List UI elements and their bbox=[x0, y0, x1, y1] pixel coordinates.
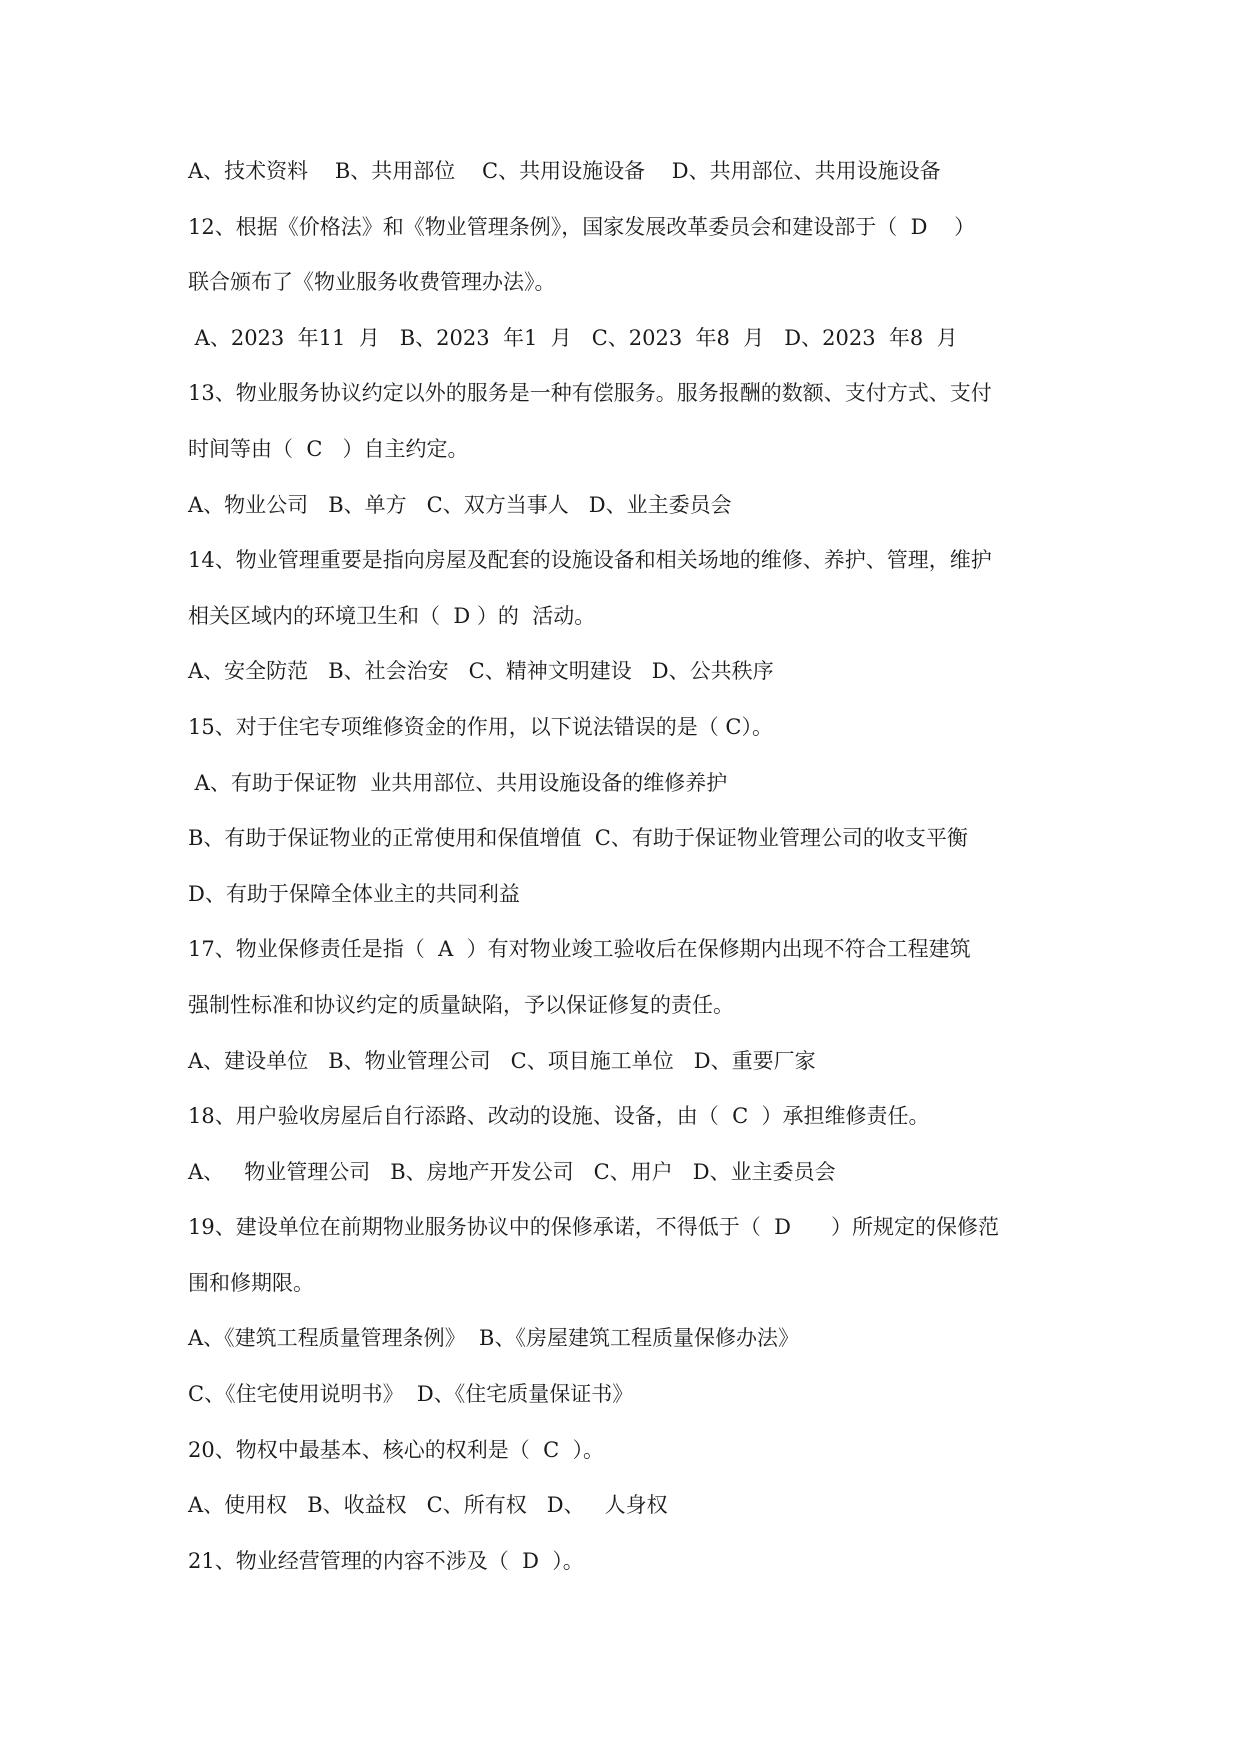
question-17-options: A、建设单位 B、物业管理公司 C、项目施工单位 D、重要厂家 bbox=[188, 1048, 816, 1073]
question-12-line: 12、根据《价格法》和《物业管理条例》，国家发展改革委员会和建设部于（ D ） bbox=[188, 214, 976, 239]
question-17-line: 17、物业保修责任是指（ A ）有对物业竣工验收后在保修期内出现不符合工程建筑 bbox=[188, 937, 971, 962]
question-12-continuation: 联合颁布了《物业服务收费管理办法》。 bbox=[188, 270, 556, 295]
question-14-line: 14、物业管理重要是指向房屋及配套的设施设备和相关场地的维修、养护、管理，维护 bbox=[188, 548, 992, 573]
question-17-continuation: 强制性标准和协议约定的质量缺陷，予以保证修复的责任。 bbox=[188, 992, 734, 1017]
question-13-options: A、物业公司 B、单方 C、双方当事人 D、业主委员会 bbox=[188, 492, 732, 517]
document-body bbox=[188, 155, 1048, 1600]
options-line: A、技术资料 B、共用部位 C、共用设施设备 D、共用部位、共用设施设备 bbox=[188, 159, 941, 183]
question-14-options: A、安全防范 B、社会治安 C、精神文明建设 D、公共秩序 bbox=[188, 659, 774, 684]
question-18-options: A、 物业管理公司 B、房地产开发公司 C、用户 D、业主委员会 bbox=[188, 1159, 836, 1184]
question-12-options: A、2023 年11 月 B、2023 年1 月 C、2023 年8 月 D、2023 年8 月 bbox=[188, 325, 958, 350]
question-13-line: 13、物业服务协议约定以外的服务是一种有偿服务。服务报酬的数额、支付方式、支付 bbox=[188, 381, 992, 406]
question-19-continuation: 围和修期限。 bbox=[188, 1270, 314, 1295]
question-15-option-b-c: B、有助于保证物业的正常使用和保值增值 C、有助于保证物业管理公司的收支平衡 bbox=[188, 826, 968, 851]
question-13-continuation: 时间等由（ C ）自主约定。 bbox=[188, 436, 469, 461]
question-18-line: 18、用户验收房屋后自行添路、改动的设施、设备，由（ C ）承担维修责任。 bbox=[188, 1104, 930, 1129]
question-14-continuation: 相关区域内的环境卫生和（ D ）的 活动。 bbox=[188, 603, 596, 628]
question-15-line: 15、对于住宅专项维修资金的作用，以下说法错误的是（ C）。 bbox=[188, 714, 773, 739]
question-20-line: 20、物权中最基本、核心的权利是（ C ）。 bbox=[188, 1437, 604, 1462]
question-19-options-a-b: A、《建筑工程质量管理条例》 B、《房屋建筑工程质量保修办法》 bbox=[188, 1326, 799, 1351]
question-15-option-a: A、有助于保证物 业共用部位、共用设施设备的维修养护 bbox=[188, 770, 728, 795]
question-19-options-c-d: C、《住宅使用说明书》 D、《住宅质量保证书》 bbox=[188, 1382, 634, 1407]
question-15-option-d: D、有助于保障全体业主的共同利益 bbox=[188, 881, 520, 906]
question-20-options: A、使用权 B、收益权 C、所有权 D、 人身权 bbox=[188, 1493, 668, 1518]
question-19-line: 19、建设单位在前期物业服务协议中的保修承诺，不得低于（ D ）所规定的保修范 bbox=[188, 1215, 999, 1240]
question-21-line: 21、物业经营管理的内容不涉及（ D ）。 bbox=[188, 1548, 584, 1573]
